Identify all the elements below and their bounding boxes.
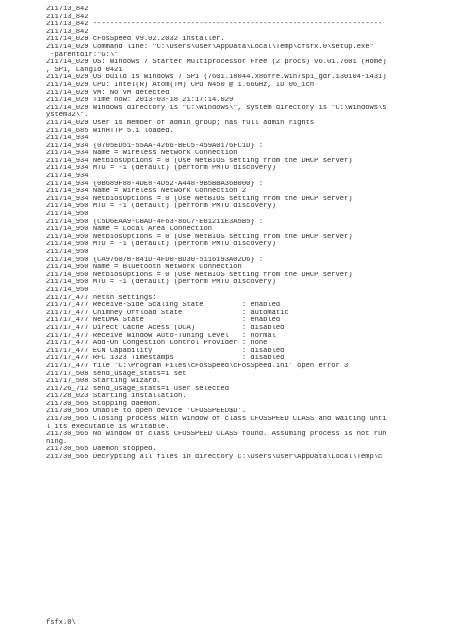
log-line: -parentdir:"G:\" — [46, 51, 119, 59]
log-line: 211714_029 Windows directory is "C:\Windows\", system directory is "C:\Windows\s — [46, 104, 387, 112]
log-line: 211714_029 Command line: "C:\Users\user\AppData\Local\Temp\cfsfx.0\setup.exe" — [46, 43, 374, 51]
log-line: 211717_477 NetDMA State : enabled — [46, 317, 281, 325]
log-line: 211713_842 -------------------------------------------------------------------- — [46, 21, 383, 29]
log-line: 211714_950 {CA97607B-841D-4FD0-BD30-5116193A02D6} : — [46, 256, 264, 264]
log-line: 211714_029 CPU: Intel(R) Atom(TM) CPU N450 @ 1.66GHz, ID 06_1ch — [46, 81, 315, 89]
log-line: 211714_934 NetbiosOptions = 0 (Use NetBIOS setting from the DHCP server) — [46, 195, 353, 203]
log-line: ystem32\". — [46, 112, 89, 120]
log-line: 211730_565 Closing process with window of class CFOSSPEED CLASS and waiting unti — [46, 416, 387, 424]
log-line: 211717_477 file 'C:\Program Files\cFosSpeed\cFosSpeed.ini' open error 3 — [46, 362, 349, 370]
log-line: , SP1, LangId 0421 — [46, 66, 123, 74]
log-line: 211730_565 No window of class CFOSSPEED CLASS found. Assuming process is not run — [46, 431, 387, 439]
log-line: 211714_029 OS: Windows 7 Starter Multiprocessor Free (2 procs) v6.01.7601 (Home) — [46, 59, 387, 67]
log-line: 211730_565 Unable to open device 'CFOSSPEED$D'. — [46, 408, 247, 416]
log-line: 211714_950 NetbiosOptions = 0 (Use NetBIOS setting from the DHCP server) — [46, 271, 353, 279]
log-line: 211714_029 User is member of admin group; has full admin rights — [46, 119, 315, 127]
log-line: 211714_950 Name = Bluetooth Network Connection — [46, 264, 242, 272]
install-log-text — [46, 6, 470, 462]
log-line: 211714_950 MTU = -1 (default) (perform PMTU discovery) — [46, 241, 276, 249]
log-line: 211714_934 Name = Wireless Network Connection 2 — [46, 188, 247, 196]
log-line: 211717_508 send_usage_stats=1 set — [46, 370, 187, 378]
log-line: 211713_842 — [46, 13, 89, 21]
log-line: 211717_477 ECN Capability : disabled — [46, 347, 285, 355]
log-line: 211714_950 — [46, 249, 89, 256]
log-line: 211714_934 {0705ED51-55AA-4266-BEC5-459A0176FC1D} : — [46, 142, 264, 150]
log-line: 211714_685 WinHTTP 5.1 loaded. — [46, 127, 174, 135]
log-line: 211728_023 Starting installation. — [46, 393, 187, 401]
log-line: 211714_950 MTU = -1 (default) (perform PMTU discovery) — [46, 279, 276, 287]
log-line: 211714_950 — [46, 211, 89, 219]
log-line: 211726_712 send_usage_stats=1 user selected — [46, 385, 230, 393]
log-line: 211713_842 — [46, 6, 89, 13]
log-line: l its executable is writable. — [46, 423, 170, 431]
log-line: 211714_934 {0B689F88-4DE8-4D52-A448-9B5BBA36B000} : — [46, 180, 264, 188]
log-line: 211730_565 Stopping daemon. — [46, 400, 161, 408]
log-line: 211714_950 {C5D6EAA9-CBAD-4F63-86C7-E81211E3A5B5} : — [46, 218, 264, 226]
log-line: 211717_508 Starting wizard. — [46, 378, 161, 386]
log-line: 211730_565 Daemon stopped. — [46, 446, 157, 454]
log-line: 211714_934 MTU = -1 (default) (perform PMTU discovery) — [46, 165, 276, 173]
log-line: 211714_029 cFosSpeed v9.02.2032 installer. — [46, 36, 225, 44]
log-line: 211717_477 RFC 1323 Timestamps : disabled — [46, 355, 285, 363]
log-line: 211717_477 Receive-Side Scaling State : enabled — [46, 302, 281, 310]
page-footer-text: fsfx.0\ — [46, 619, 76, 627]
log-line: ning. — [46, 438, 68, 446]
log-line: 211714_934 Name = Wireless Network Connection — [46, 150, 238, 158]
log-line: 211714_934 — [46, 173, 89, 181]
log-line: 211714_950 Name = Local Area Connection — [46, 226, 213, 234]
log-line: 211714_029 VM: No VM detected — [46, 89, 170, 97]
log-line: 211714_934 — [46, 135, 89, 143]
log-line: 211714_950 MTU = -1 (default) (perform PMTU discovery) — [46, 203, 276, 211]
log-line: 211717_477 netsh settings: — [46, 294, 157, 302]
log-line: 211714_029 Time now: 2013-03-18 21:17:14.029 — [46, 97, 234, 105]
log-line: 211717_477 Direct Cache Acess (DCA) : disabled — [46, 324, 285, 332]
log-line: 211714_950 — [46, 286, 89, 294]
log-line: 211714_029 OS build is Windows 7 SP1 (7601.18044.x86fre.win7sp1_gdr.130104-1431) — [46, 74, 387, 82]
log-line: 211717_477 Chimney Offload State : automatic — [46, 309, 289, 317]
log-line: 211714_950 NetbiosOptions = 0 (Use NetBIOS setting from the DHCP server) — [46, 233, 353, 241]
log-line: 211730_565 Decrypting all files in directory C:\Users\user\AppData\Local\Temp\c — [46, 454, 383, 462]
log-line: 211714_934 NetbiosOptions = 0 (Use NetBIOS setting from the DHCP server) — [46, 157, 353, 165]
log-line: 211717_477 Add-On Congestion Control Provider : none — [46, 340, 268, 348]
log-line: 211713_842 — [46, 28, 89, 36]
log-line: 211717_477 Receive Window Auto-Tuning Level : normal — [46, 332, 276, 340]
